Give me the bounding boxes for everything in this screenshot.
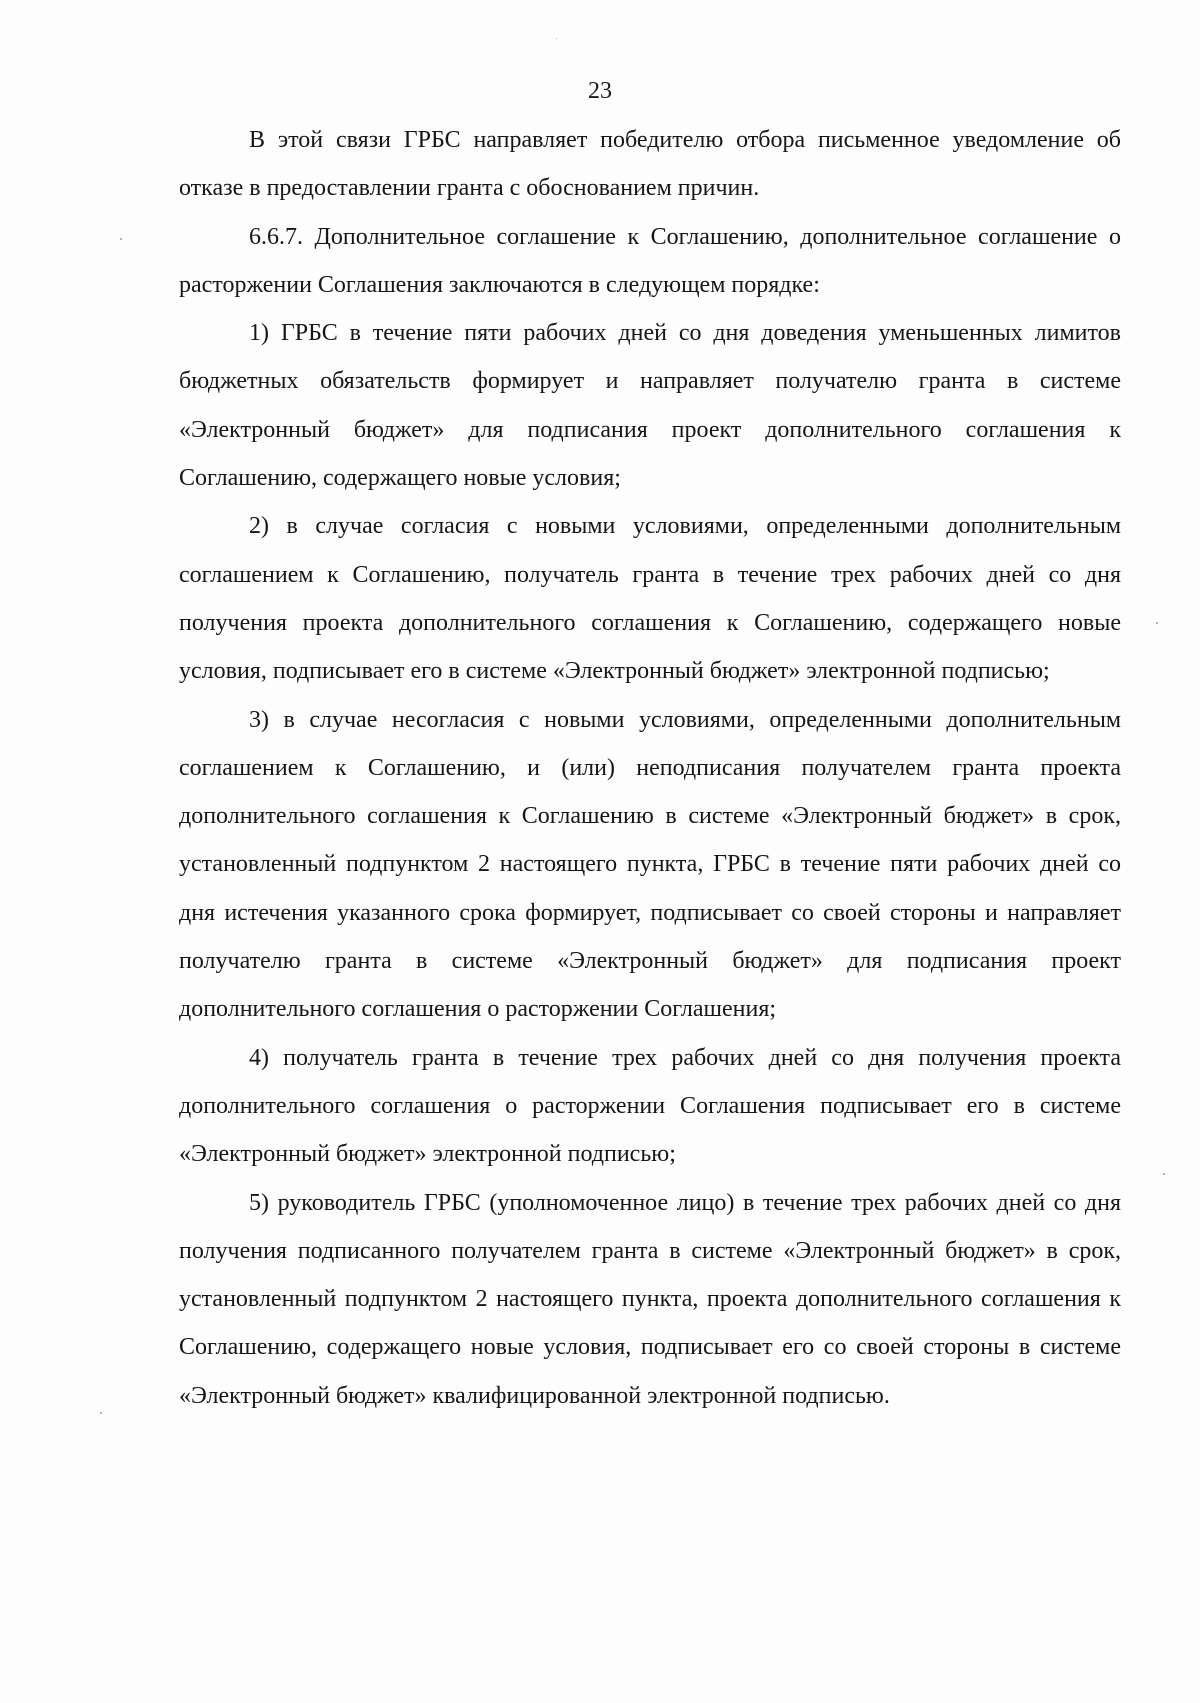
paragraph-6-6-7: 6.6.7. Дополнительное соглашение к Соглашению, дополнительное соглашение о расторжении Соглашения заключаются в следующем порядке:	[179, 223, 1121, 298]
list-item-5: 5) руководитель ГРБС (уполномоченное лицо) в течение трех рабочих дней со дня получения подписанного получателем гранта в системе «Электронный бюджет» в срок, установленный подпунктом 2 настоящего пункта, проекта дополнительного соглашения к Соглашению, содержащего новые условия, подписывает его со своей стороны в системе «Электронный бюджет» квалифицированной электронной подписью.	[179, 1189, 1121, 1409]
list-item-3: 3) в случае несогласия с новыми условиями, определенными дополнительным соглашением к Соглашению, и (или) неподписания получателем гранта проекта дополнительного соглашения к Соглашению в системе «Электронный бюджет» в срок, установленный подпунктом 2 настоящего пункта, ГРБС в течение пяти рабочих дней со дня истечения указанного срока формирует, подписывает со своей стороны и направляет получателю гранта в системе «Электронный бюджет» для подписания проект дополнительного соглашения о расторжении Соглашения;	[179, 706, 1121, 1023]
paragraph-notice: В этой связи ГРБС направляет победителю отбора письменное уведомление об отказе в предоставлении гранта с обоснованием причин.	[179, 127, 1121, 202]
list-item-1: 1) ГРБС в течение пяти рабочих дней со дня доведения уменьшенных лимитов бюджетных обязательств формирует и направляет получателю гранта в системе «Электронный бюджет» для подписания проект дополнительного соглашения к Соглашению, содержащего новые условия;	[179, 320, 1121, 492]
scan-speck	[556, 38, 557, 39]
scan-speck	[1163, 1173, 1165, 1175]
scan-speck	[120, 238, 122, 240]
list-item-4: 4) получатель гранта в течение трех рабочих дней со дня получения проекта дополнительного соглашения о расторжении Соглашения подписывает его в системе «Электронный бюджет» электронной подписью;	[179, 1044, 1121, 1168]
body-text	[179, 116, 1121, 1420]
scan-speck	[100, 1412, 102, 1414]
scan-speck	[1156, 622, 1158, 624]
page-number: 23	[588, 78, 612, 104]
list-item-2: 2) в случае согласия с новыми условиями, определенными дополнительным соглашением к Соглашению, получатель гранта в течение трех рабочих дней со дня получения проекта дополнительного соглашения к Соглашению, содержащего новые условия, подписывает его в системе «Электронный бюджет» электронной подписью;	[179, 513, 1121, 685]
